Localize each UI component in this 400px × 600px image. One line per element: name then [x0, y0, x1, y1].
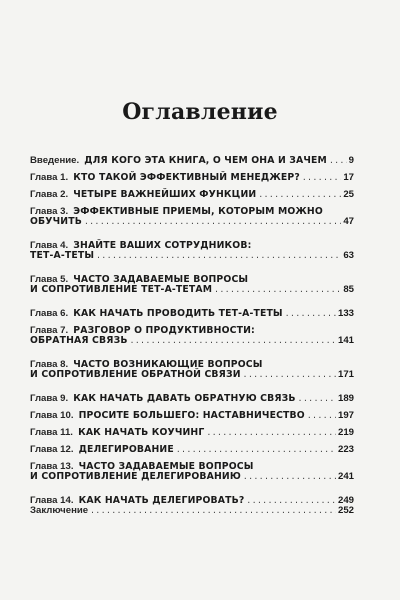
toc-entry-title: ДЕЛЕГИРОВАНИЕ: [78, 444, 174, 455]
toc-entry-title: КАК НАЧАТЬ ДАВАТЬ ОБРАТНУЮ СВЯЗЬ: [73, 393, 296, 404]
toc-entry: [30, 267, 354, 301]
toc-entry: [30, 182, 354, 199]
toc-page-number: 141: [337, 335, 354, 346]
toc-entry-line: [30, 403, 354, 420]
toc-entry-title: КАК НАЧАТЬ ПРОВОДИТЬ ТЕТ-А-ТЕТЫ: [73, 308, 283, 319]
toc-entry-label: Глава 14.: [30, 495, 74, 506]
table-of-contents: [30, 148, 354, 522]
toc-page-number: 223: [337, 444, 354, 455]
dot-leader: [243, 473, 336, 482]
toc-entry-title: ПРОСИТЕ БОЛЬШЕГО: НАСТАВНИЧЕСТВО: [78, 410, 305, 421]
toc-page-number: 171: [337, 369, 354, 380]
toc-entry: [30, 403, 354, 420]
toc-entry: [30, 386, 354, 403]
toc-page-number: 85: [343, 284, 354, 295]
toc-entry-label: Глава 7.: [30, 325, 69, 336]
dot-leader: [84, 218, 341, 227]
toc-entry-label: Глава 2.: [30, 189, 69, 200]
dot-leader: [130, 337, 336, 346]
toc-entry-line: [30, 454, 354, 471]
toc-entry-title: И СОПРОТИВЛЕНИЕ ДЕЛЕГИРОВАНИЮ: [30, 471, 241, 482]
toc-entry-title: ЗНАЙТЕ ВАШИХ СОТРУДНИКОВ:: [73, 240, 252, 251]
toc-entry-line: [30, 471, 354, 488]
toc-entry: [30, 454, 354, 488]
toc-entry-line: [30, 335, 354, 352]
toc-entry: [30, 420, 354, 437]
toc-entry-line: [30, 216, 354, 233]
toc-entry-line: [30, 250, 354, 267]
toc-entry-line: [30, 420, 354, 437]
toc-entry: [30, 233, 354, 267]
toc-entry-title: ТЕТ-А-ТЕТЫ: [30, 250, 95, 261]
dot-leader: [214, 286, 341, 295]
toc-entry: [30, 318, 354, 352]
toc-entry-title: ЭФФЕКТИВНЫЕ ПРИЕМЫ, КОТОРЫМ МОЖНО: [73, 206, 323, 217]
toc-page-number: 249: [337, 495, 354, 506]
toc-entry-label: Глава 3.: [30, 206, 69, 217]
toc-entry-line: [30, 488, 354, 505]
toc-entry-line: [30, 352, 354, 369]
toc-entry-label: Глава 11.: [30, 427, 73, 438]
toc-entry-line: [30, 148, 354, 165]
toc-entry-line: [30, 284, 354, 301]
toc-entry-title: КАК НАЧАТЬ КОУЧИНГ: [78, 427, 205, 438]
toc-entry-line: [30, 199, 354, 216]
toc-entry-title: РАЗГОВОР О ПРОДУКТИВНОСТИ:: [73, 325, 255, 336]
toc-entry-label: Глава 6.: [30, 308, 69, 319]
dot-leader: [90, 507, 336, 516]
toc-entry: [30, 352, 354, 386]
toc-entry: [30, 301, 354, 318]
page-title: Оглавление: [122, 99, 278, 125]
toc-page-number: 47: [343, 216, 354, 227]
toc-entry-title: ОБУЧИТЬ: [30, 216, 82, 227]
toc-entry-line: [30, 386, 354, 403]
toc-entry-title: ОБРАТНАЯ СВЯЗЬ: [30, 335, 128, 346]
toc-entry-title: ДЛЯ КОГО ЭТА КНИГА, О ЧЕМ ОНА И ЗАЧЕМ: [84, 155, 327, 166]
toc-entry-label: Глава 12.: [30, 444, 74, 455]
toc-entry-line: [30, 369, 354, 386]
toc-entry-label: Глава 9.: [30, 393, 69, 404]
toc-page-number: 197: [337, 410, 354, 421]
toc-entry-label: Глава 1.: [30, 172, 69, 183]
toc-entry: [30, 437, 354, 454]
toc-entry-line: [30, 437, 354, 454]
toc-entry-label: Глава 13.: [30, 461, 74, 472]
toc-entry-line: [30, 301, 354, 318]
toc-entry-title: И СОПРОТИВЛЕНИЕ ТЕТ-А-ТЕТАМ: [30, 284, 213, 295]
toc-page-number: 252: [337, 505, 354, 516]
toc-entry: [30, 165, 354, 182]
toc-entry-title: ЧАСТО ЗАДАВАЕМЫЕ ВОПРОСЫ: [78, 461, 254, 472]
toc-entry: [30, 505, 354, 522]
toc-entry-label: Глава 10.: [30, 410, 74, 421]
toc-entry: [30, 488, 354, 505]
toc-entry: [30, 199, 354, 233]
toc-entry-label: Заключение: [30, 505, 89, 516]
dot-leader: [243, 371, 336, 380]
toc-entry-title: ЧЕТЫРЕ ВАЖНЕЙШИХ ФУНКЦИИ: [73, 189, 257, 200]
toc-entry-title: ЧАСТО ЗАДАВАЕМЫЕ ВОПРОСЫ: [73, 274, 249, 285]
toc-entry-label: Глава 5.: [30, 274, 69, 285]
toc-entry-line: [30, 505, 354, 522]
toc-page-number: 219: [337, 427, 354, 438]
toc-page-number: 25: [343, 189, 354, 200]
toc-page-number: 189: [337, 393, 354, 404]
toc-entry-title: ЧАСТО ВОЗНИКАЮЩИЕ ВОПРОСЫ: [73, 359, 263, 370]
toc-page-number: 241: [337, 471, 354, 482]
dot-leader: [96, 252, 341, 261]
toc-entry: [30, 148, 354, 165]
toc-page-number: 17: [343, 172, 354, 183]
toc-entry-label: Введение.: [30, 155, 80, 166]
toc-entry-line: [30, 165, 354, 182]
toc-page-number: 133: [337, 308, 354, 319]
toc-entry-title: КАК НАЧАТЬ ДЕЛЕГИРОВАТЬ?: [78, 495, 245, 506]
toc-page-number: 9: [348, 155, 354, 166]
toc-page-number: 63: [343, 250, 354, 261]
toc-entry-title: КТО ТАКОЙ ЭФФЕКТИВНЫЙ МЕНЕДЖЕР?: [73, 172, 300, 183]
toc-entry-line: [30, 267, 354, 284]
toc-entry-label: Глава 4.: [30, 240, 69, 251]
toc-entry-title: И СОПРОТИВЛЕНИЕ ОБРАТНОЙ СВЯЗИ: [30, 369, 241, 380]
toc-entry-line: [30, 182, 354, 199]
toc-entry-line: [30, 318, 354, 335]
toc-entry-line: [30, 233, 354, 250]
toc-entry-label: Глава 8.: [30, 359, 69, 370]
